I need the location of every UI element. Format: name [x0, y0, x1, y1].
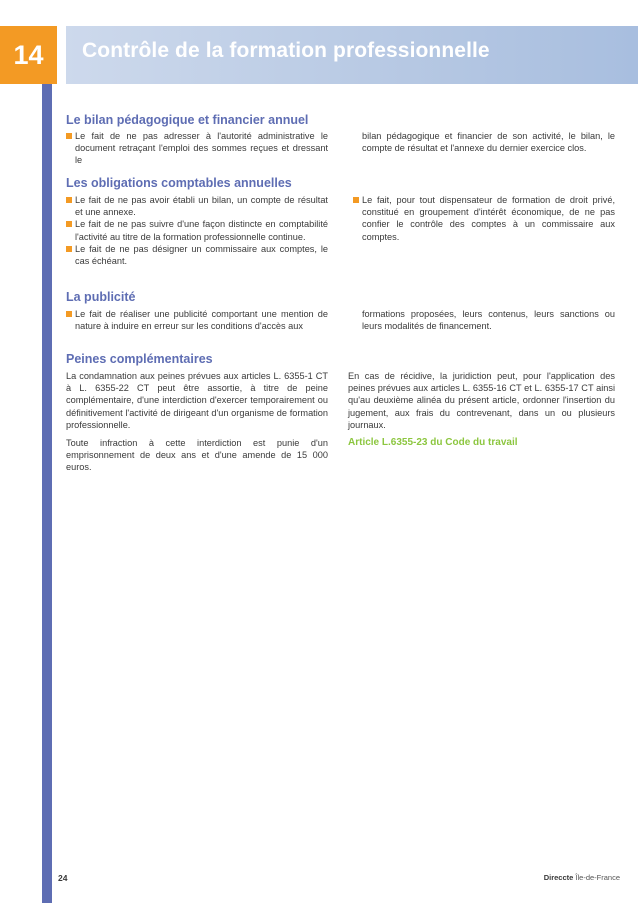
chapter-number: 14 — [13, 39, 44, 70]
bilan-left-column — [66, 130, 328, 167]
obligations-bullet — [353, 194, 615, 243]
peines-right-column — [348, 370, 615, 449]
publicite-left-column — [66, 308, 328, 332]
footer-brand — [544, 873, 620, 882]
bullet-square-icon — [353, 197, 359, 203]
chapter-number-badge — [0, 26, 57, 84]
publicite-right-column — [353, 308, 615, 332]
page-number: 24 — [58, 873, 68, 883]
bullet-square-icon — [66, 197, 72, 203]
bullet-square-icon — [66, 246, 72, 252]
article-reference: Article L.6355-23 du Code du travail — [348, 437, 518, 449]
publicite-bullet — [66, 308, 328, 332]
peines-left-column — [66, 370, 328, 480]
obligations-bullet — [66, 243, 328, 267]
bullet-square-icon — [66, 221, 72, 227]
page-title: Contrôle de la formation professionnelle — [82, 39, 490, 62]
bilan-bullet — [66, 130, 328, 167]
publicite-continuation-text: formations proposées, leurs contenus, leurs sanctions ou leurs modalités de financement. — [362, 309, 615, 332]
bullet-square-icon — [66, 133, 72, 139]
bullet-text: Le fait de ne pas avoir établi un bilan, un compte de résultat et une annexe. — [75, 195, 328, 218]
bilan-right-column — [353, 130, 615, 154]
bullet-text: Le fait de ne pas adresser à l'autorité administrative le document retraçant l'emploi des sommes reçues et dressant le — [75, 131, 328, 166]
section-heading-publicite: La publicité — [66, 290, 136, 304]
section-heading-bilan: Le bilan pédagogique et financier annuel — [66, 113, 309, 127]
obligations-bullet — [66, 218, 328, 242]
paragraph: En cas de récidive, la juridiction peut, pour l'application des peines prévues aux articles L. 6355-16 CT et L. 6355-17 CT ainsi qu'au deuxième alinéa du présent article, ordonner l'insertion du jugement, aux frais du contrevenant, dans un ou plusieurs journaux. — [348, 371, 615, 430]
obligations-bullet — [66, 194, 328, 218]
bullet-text: Le fait de ne pas désigner un commissaire aux comptes, le cas échéant. — [75, 243, 328, 267]
footer-brand-rest: Île-de-France — [573, 873, 620, 882]
bullet-text: Le fait de réaliser une publicité comportant une mention de nature à induire en erreur sur les conditions d'accès aux — [75, 309, 328, 332]
title-band — [66, 26, 638, 84]
bullet-square-icon — [66, 311, 72, 317]
section-heading-peines: Peines complémentaires — [66, 352, 213, 366]
section-heading-obligations: Les obligations comptables annuelles — [66, 176, 292, 190]
bullet-text: Le fait, pour tout dispensateur de formation de droit privé, constitué en groupement d'intérêt économique, de ne pas confier le contrôle des comptes à un commissaire aux comptes. — [362, 195, 615, 242]
obligations-left-column — [66, 194, 328, 267]
paragraph: La condamnation aux peines prévues aux articles L. 6355-1 CT à L. 6355-22 CT peut être assortie, à titre de peine complémentaire, d'une interdiction d'exercer temporairement ou définitivement l'activité de dirigeant d'un organisme de formation professionnelle. — [66, 371, 328, 430]
left-margin-bar — [42, 84, 52, 903]
bullet-text: Le fait de ne pas suivre d'une façon distincte en comptabilité l'activité au titre de la formation professionnelle continue. — [75, 219, 328, 242]
paragraph: Toute infraction à cette interdiction est punie d'un emprisonnement de deux ans et d'une amende de 15 000 euros. — [66, 438, 328, 473]
bilan-continuation-text: bilan pédagogique et financier de son activité, le bilan, le compte de résultat et l'annexe du dernier exercice clos. — [362, 131, 615, 154]
obligations-right-column — [353, 194, 615, 243]
footer-brand-bold: Direccte — [543, 873, 574, 882]
